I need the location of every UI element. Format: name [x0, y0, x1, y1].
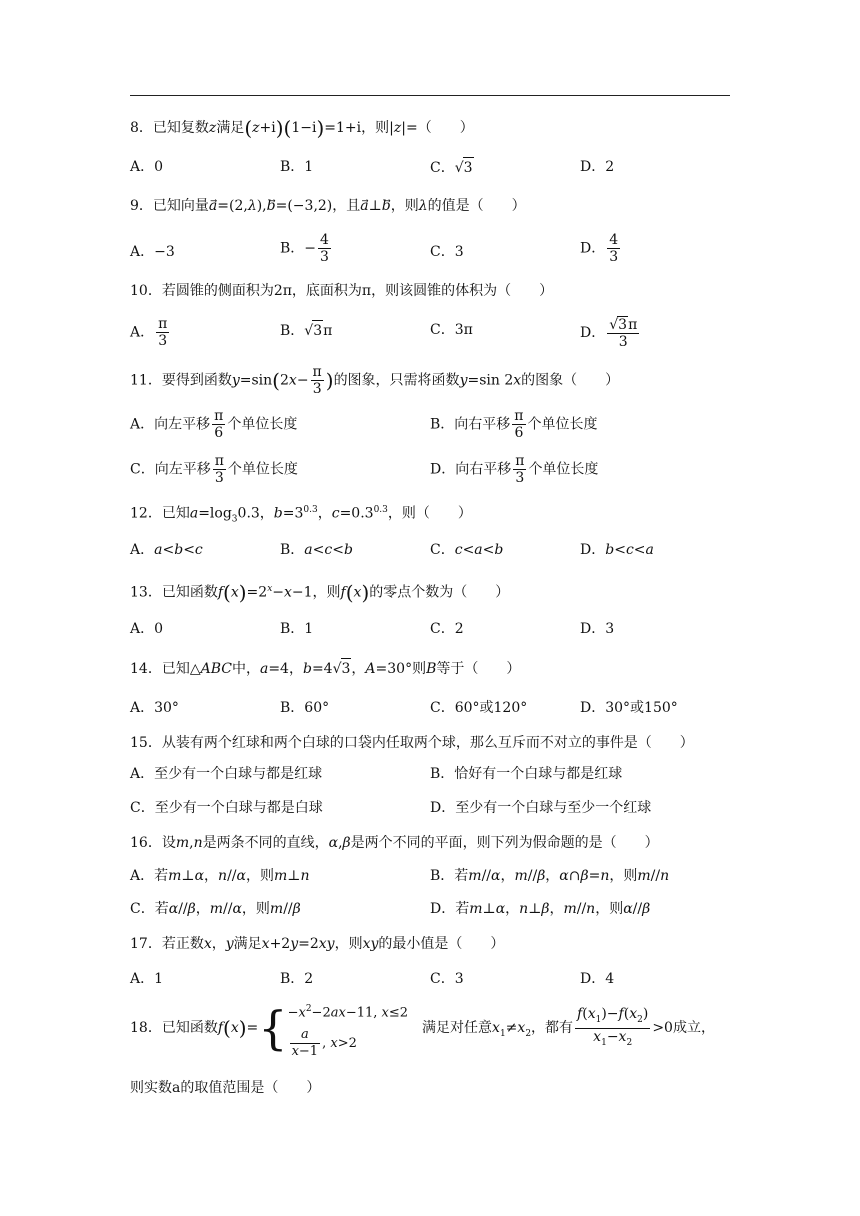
q17-option-a: A．1: [130, 971, 164, 987]
q11-option-a: A．向左平移 $\frac{\pi}{6}$ 个单位长度: [130, 408, 298, 441]
q15-option-c: C．至少有一个白球与都是白球: [130, 800, 323, 816]
q11-option-d: D．向右平移 $\frac{\pi}{3}$ 个单位长度: [430, 453, 599, 486]
q12-option-d: D．b<c<a: [580, 542, 654, 558]
q16-option-a: A．若m⊥α，n//α，则m⊥n: [130, 868, 310, 884]
q12-option-a: A．a<b<c: [130, 542, 203, 558]
question-17: 17．若正数x，y满足x+2y=2xy，则xy的最小值是（ ）: [130, 936, 505, 952]
q14-option-b: B．60°: [280, 700, 330, 716]
q12-option-c: C．c<a<b: [430, 542, 504, 558]
question-18: 18．已知函数f(x)={ $-x^2-2ax-11$, x≤2 $\frac{a}{x-1}$ , x>2 满足对任意$x_1\ne x_2$，都有 $\frac{f(x_1)-f(x_2)}{x_1-x_2}$ >0成立，: [130, 1001, 715, 1059]
question-8: 8．已知复数z满足(z+i)(1−i)=1+i，则|z|=（ ）: [130, 116, 474, 140]
q11-option-b: B．向右平移 $\frac{\pi}{6}$ 个单位长度: [430, 408, 598, 441]
q10-option-d: D． $\frac{√3\pi}{3}$: [580, 317, 638, 350]
q11-option-c: C．向左平移 $\frac{\pi}{3}$ 个单位长度: [130, 453, 298, 486]
q16-option-c: C．若α//β，m//α，则m//β: [130, 901, 301, 917]
q17-option-c: C．3: [430, 971, 464, 987]
q12-option-b: B．a<c<b: [280, 542, 353, 558]
question-12: 12．已知$a=\log_30.3$，$b=3^{0.3}$，$c=0.3^{0.3}$，则（ ）: [130, 505, 472, 525]
q10-option-c: C．3π: [430, 322, 473, 338]
q15-option-b: B．恰好有一个白球与都是红球: [430, 766, 623, 782]
q17-option-b: B．2: [280, 971, 314, 987]
q13-option-a: A．0: [130, 621, 164, 637]
q13-option-d: D．3: [580, 621, 615, 637]
q13-option-b: B．1: [280, 621, 314, 637]
question-9: 9．已知向量a⃗=(2,λ),b⃗=(−3,2)，且a⃗⊥b⃗，则λ的值是（ ）: [130, 198, 526, 214]
q9-option-b: B．− $\frac{4}{3}$: [280, 232, 329, 265]
q8-option-c: C．√3: [430, 157, 474, 178]
question-11: 11．要得到函数y=sin(2x− $\frac{\pi}{3}$ )的图象，只需将函数y=sin 2x的图象（ ）: [130, 364, 620, 397]
question-13: 13．已知函数$f(x)=2^x-x-1$，则f(x)的零点个数为（ ）: [130, 580, 510, 605]
q16-option-d: D．若m⊥α，n⊥β，m//n，则α//β: [430, 901, 651, 917]
q10-option-a: A． $\frac{\pi}{3}$: [130, 316, 168, 349]
q16-option-b: B．若m//α，m//β，α∩β=n，则m//n: [430, 868, 670, 884]
question-15: 15．从装有两个红球和两个白球的口袋内任取两个球，那么互斥而不对立的事件是（ ）: [130, 735, 694, 751]
q17-option-d: D．4: [580, 971, 615, 987]
q15-option-d: D．至少有一个白球与至少一个红球: [430, 800, 652, 816]
question-10: 10．若圆锥的侧面积为2π，底面积为π，则该圆锥的体积为（ ）: [130, 283, 554, 299]
question-18-continuation: 则实数a的取值范围是（ ）: [130, 1080, 321, 1096]
q10-option-b: B．√3π: [280, 320, 332, 341]
q14-option-d: D．30°或150°: [580, 700, 678, 716]
q15-option-a: A．至少有一个白球与都是红球: [130, 766, 323, 782]
header-rule: [130, 95, 730, 96]
question-16: 16．设m,n是两条不同的直线，α,β是两个不同的平面，则下列为假命题的是（ ）: [130, 835, 659, 851]
q14-option-a: A．30°: [130, 700, 179, 716]
q14-option-c: C．60°或120°: [430, 700, 528, 716]
q8-option-d: D．2: [580, 159, 615, 175]
q9-option-a: A．−3: [130, 244, 175, 260]
q13-option-c: C．2: [430, 621, 464, 637]
q9-option-d: D． $\frac{4}{3}$: [580, 232, 619, 265]
question-14: 14．已知△ABC中，a=4，b=4√3，A=30°则B等于（ ）: [130, 658, 520, 679]
q8-option-a: A．0: [130, 159, 164, 175]
q8-option-b: B．1: [280, 159, 314, 175]
q9-option-c: C．3: [430, 244, 464, 260]
